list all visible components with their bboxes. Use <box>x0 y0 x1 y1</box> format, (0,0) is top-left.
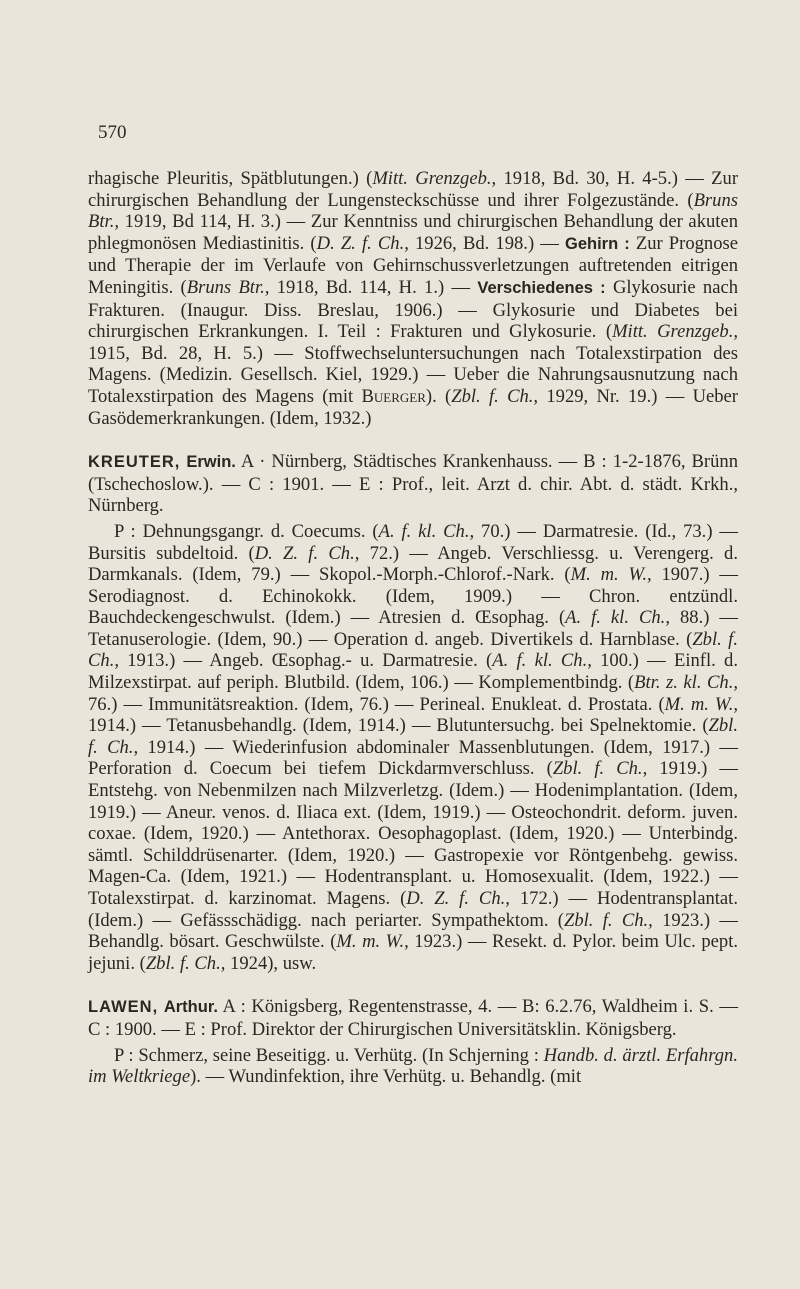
text-run: 1923.) — Behandlg. bösart. Geschwülste. ( <box>88 909 738 953</box>
text-run: 1924), usw. <box>225 952 317 974</box>
journal-citation: A. f. kl. Ch., <box>378 520 475 542</box>
text-run: 1926, Bd. 198.) — <box>408 232 565 254</box>
text-block <box>88 168 738 1088</box>
text-run: 1918, Bd. 30, H. 4-5.) — Zur chirurgischen Behandlung der Lungensteckschüsse und ihrer Folgezustände. ( <box>88 168 739 211</box>
journal-citation: D. Z. f. Ch., <box>316 232 409 254</box>
journal-citation: Bruns Btr., <box>88 189 738 233</box>
journal-citation: A. f. kl. Ch., <box>492 650 592 672</box>
text-run: 1914.) — Tetanusbehandlg. (Idem, 1914.) — Blutuntersuchg. bei Spelnektomie. ( <box>88 715 709 737</box>
text-run: 72.) — Angeb. Verschliessg. u. Verengerg. d. Darmkanals. (Idem, 79.) — Skopol.-Morph.-Chlorof.-Nark. ( <box>88 542 738 586</box>
text-run: 88.) — Tetanuserologie. (Idem, 90.) — Operation d. angeb. Divertikels d. Harnblase. ( <box>88 607 738 650</box>
journal-citation: A. f. kl. Ch., <box>565 607 670 629</box>
text-run: 1907.) — Serodiagnost. d. Echinokokk. (Idem, 1909.) — Chron. entzündl. Bauchdeckengeschwulst. (Idem.) — Atresien d. Œsophag. ( <box>88 564 739 629</box>
entry-surname: KREUTER, <box>88 453 181 472</box>
text-run: P : Schmerz, seine Beseitigg. u. Verhütg. (In Schjerning : <box>114 1044 544 1066</box>
text-run: 1918, Bd. 114, H. 1.) — <box>269 276 478 298</box>
journal-citation: D. Z. f. Ch., <box>254 542 360 564</box>
entry-firstname: Erwin. <box>186 453 236 472</box>
journal-citation: Mitt. Grenzgeb., <box>612 321 739 343</box>
journal-citation: D. Z. f. Ch., <box>406 888 510 909</box>
journal-citation: Btr. z. kl. Ch., <box>634 672 738 694</box>
journal-citation: Mitt. Grenzgeb., <box>372 168 497 189</box>
text-run: 1919.) — Entstehg. von Nebenmilzen nach Milzverletzg. (Idem.) — Hodenimplantation. (Idem, 1919.) — Aneur. venos. d. Iliaca ext. (Idem, 1919.) — Osteochondrit. deform. juven. coxae. (Idem, 1920.) — Antethorax. Oesophagoplast. (Idem, 1920.) — Unterbindg. sämtl. Schilddrüsenarter. (Idem, 1920.) — Gastropexie vor Röntgenbehg. gewiss. Magen-Ca. (Idem, 1921.) — Hodentransplant. u. Homosexualit. (Idem, 1922.) — Totalexstirpat. d. karzinomat. Magens. ( <box>88 758 738 909</box>
text-run: 70.) — Darmatresie. (Id., 73.) — Bursitis subdeltoid. ( <box>88 520 738 564</box>
journal-citation: Zbl. f. Ch., <box>552 758 648 780</box>
journal-citation: Handb. d. ärztl. Erfahrgn. im Weltkriege <box>88 1044 738 1088</box>
entry-firstname: Arthur. <box>163 998 218 1017</box>
text-run: rhagische Pleuritis, Spätblutungen.) ( <box>88 168 373 189</box>
entry-lawen <box>88 996 738 1040</box>
entry-surname: LAWEN, <box>88 998 159 1017</box>
journal-citation: M. m. W., <box>336 931 409 953</box>
text-run: 1923.) — Resekt. d. Pylor. beim Ulc. pept. jejuni. ( <box>88 931 739 974</box>
text-run: 1915, Bd. 28, H. 5.) — Stoffwechseluntersuchungen nach Totalexstirpation des Magens. (Medizin. Gesellsch. Kiel, 1929.) — Ueber die Nahrungsausnutzung nach Totalexstirpation des Magens (mit <box>88 342 738 407</box>
journal-citation: Bruns Btr., <box>186 276 270 298</box>
journal-citation: Zbl. f. Ch., <box>88 628 738 672</box>
section-keyword: Verschiedenes : <box>477 278 606 297</box>
journal-citation: Zbl. f. Ch., <box>563 909 653 931</box>
text-run: 1913.) — Angeb. Œsophag.- u. Darmatresie. ( <box>119 650 493 672</box>
text-run: 1929, Nr. 19.) — Ueber Gasödemerkrankungen. (Idem, 1932.) <box>88 385 738 429</box>
entry-publications <box>88 521 738 974</box>
journal-citation: M. m. W., <box>664 693 739 715</box>
entry-publications <box>88 1045 738 1088</box>
text-run: 172.) — Hodentransplantat. (Idem.) — Gefässschädigg. nach periarter. Sympathektom. ( <box>88 888 738 931</box>
journal-citation: M. m. W., <box>570 564 652 586</box>
text-run: 1919, Bd 114, H. 3.) — Zur Kenntniss und chirurgischen Behandlung der akuten phlegmonösen Mediastinitis. ( <box>88 211 738 254</box>
continuation-paragraph <box>88 168 738 429</box>
text-run: 1914.) — Wiederinfusion abdominaler Massenblutungen. (Idem, 1917.) — Perforation d. Coecum bei tiefem Dickdarmverschluss. ( <box>88 736 738 780</box>
text-run: ). ( <box>425 385 452 407</box>
text-run: 76.) — Immunitätsreaktion. (Idem, 76.) — Perineal. Enukleat. d. Prostata. ( <box>88 693 665 715</box>
text-run: 100.) — Einfl. d. Milzexstirpat. auf periph. Blutbild. (Idem, 106.) — Komplementbindg. ( <box>88 650 738 694</box>
journal-citation: Zbl. f. Ch., <box>451 385 539 407</box>
entry-bio: A · Nürnberg, Städtisches Krankenhauss. — B : 1-2-1876, Brünn (Tschechoslow.). — C : 1901. — E : Prof., leit. Arzt d. chir. Abt. d. städt. Krkh., Nürnberg. <box>88 451 738 517</box>
text-run: Buerger <box>361 385 426 407</box>
journal-citation: Zbl. f. Ch., <box>145 952 226 974</box>
text-run: P : Dehnungsgangr. d. Coecums. ( <box>114 520 379 542</box>
entry-kreuter <box>88 451 738 517</box>
section-keyword: Gehirn : <box>564 234 630 253</box>
journal-citation: Zbl. f. Ch., <box>88 715 738 758</box>
entry-bio: A : Königsberg, Regentenstrasse, 4. — B: 6.2.76, Waldheim i. S. — C : 1900. — E : Prof. Direktor der Chirurgischen Universitätsklin. Königsberg. <box>88 996 738 1040</box>
page-number: 570 <box>98 122 127 143</box>
text-run: ). — Wundinfektion, ihre Verhütg. u. Behandlg. (mit <box>190 1066 582 1088</box>
text-run: Glykosurie nach Frakturen. (Inaugur. Diss. Breslau, 1906.) — Glykosurie und Diabetes bei chirurgischen Erkrankungen. I. Teil : Frakturen und Glykosurie. ( <box>88 276 738 343</box>
text-run: Zur Prognose und Therapie der im Verlaufe von Gehirnschussverletzungen auftretenden eitrigen Meningitis. ( <box>88 232 739 298</box>
